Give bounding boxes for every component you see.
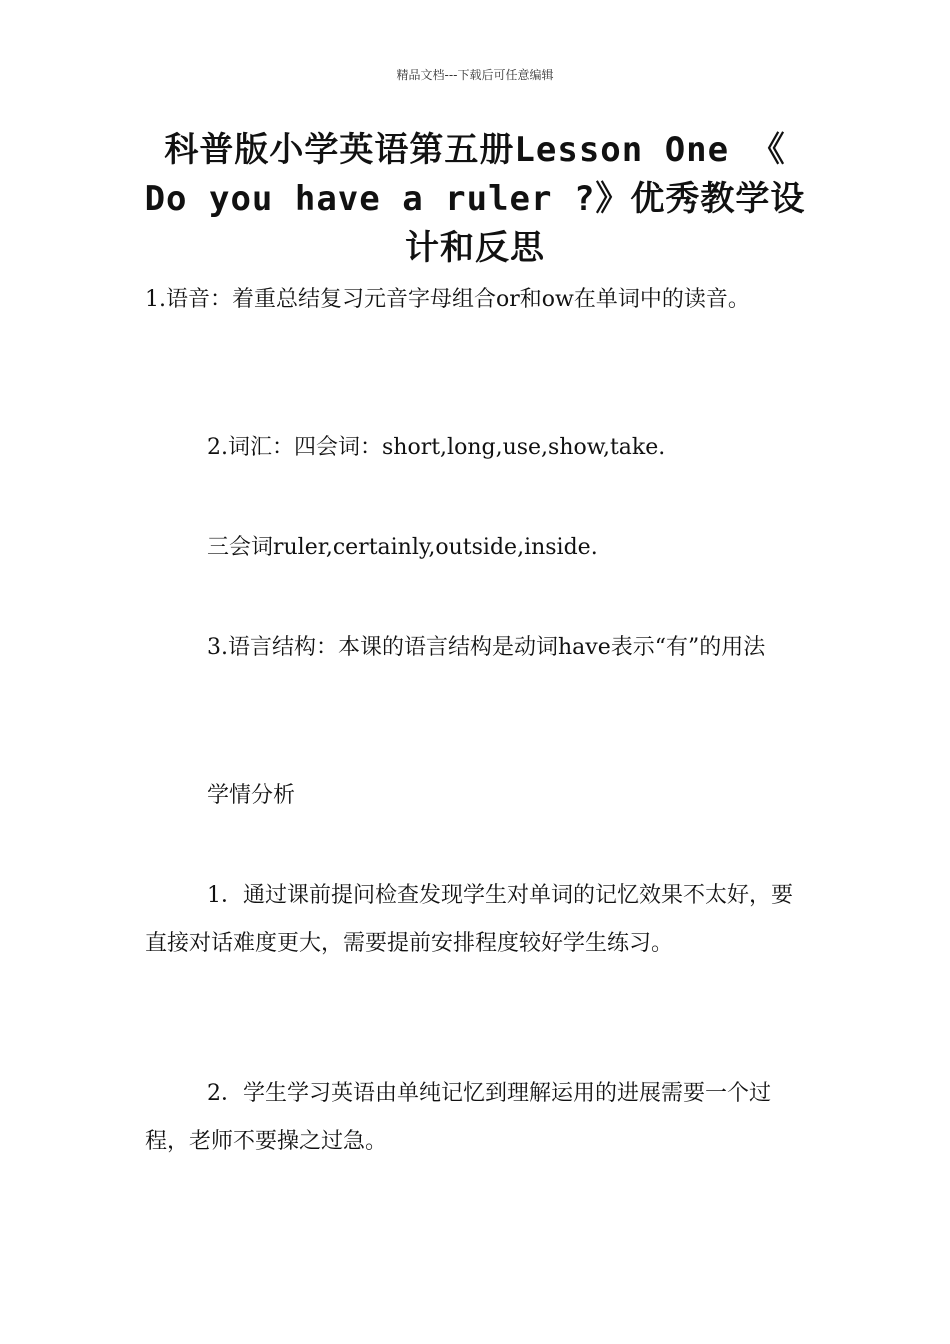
title-line-1: 科普版小学英语第五册Lesson One 《 (164, 130, 786, 170)
paragraph-structure: 3.语言结构：本课的语言结构是动词have表示“有”的用法 (207, 635, 766, 660)
paragraph-recognition-words: 三会词ruler,certainly,outside,inside. (207, 535, 598, 560)
paragraph-analysis-1: 1．通过课前提问检查发现学生对单词的记忆效果不太好，要直接对话难度更大，需要提前安排程度较好学生练习。 (145, 883, 793, 956)
title-line-2: Do you have a ruler ?》优秀教学设 (144, 179, 806, 219)
paragraph-analysis-2: 2．学生学习英语由单纯记忆到理解运用的进展需要一个过程，老师不要操之过急。 (145, 1081, 771, 1154)
page-header: 精品文档---下载后可任意编辑 (396, 68, 554, 82)
document-title (140, 126, 810, 273)
paragraph-phonetics: 1.语音：着重总结复习元音字母组合or和ow在单词中的读音。 (145, 287, 750, 312)
title-line-3: 计和反思 (405, 228, 545, 268)
paragraph-vocabulary: 2.词汇：四会词：short,long,use,show,take. (207, 435, 666, 460)
section-heading-analysis: 学情分析 (207, 783, 296, 808)
